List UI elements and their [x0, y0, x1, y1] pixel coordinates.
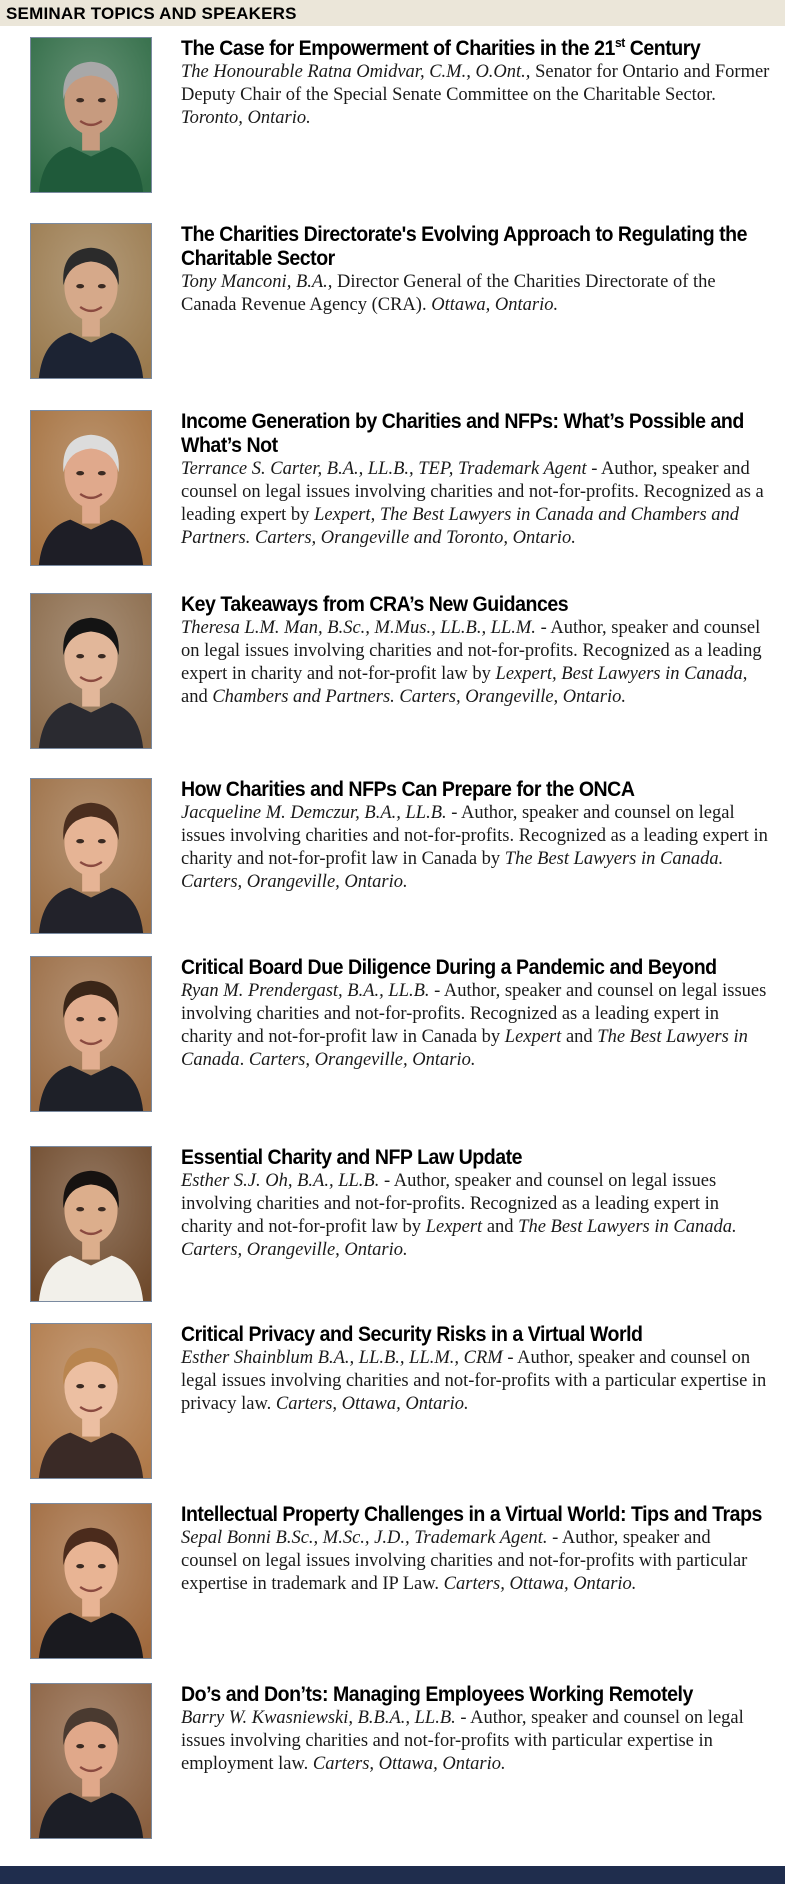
bio-text: - Author, speaker and counsel on legal issues involving charities and not-for-profits. Recognized as a leading expert in charity and not-for-profit law by: [181, 1171, 720, 1237]
bio-italic: The Best Lawyers in Canada. Carters, Orangeville, Ontario.: [181, 1217, 737, 1260]
speaker-photo: [30, 410, 152, 566]
speaker-text: [181, 223, 771, 317]
speaker-bio: [181, 271, 771, 317]
speaker-photo: [30, 778, 152, 934]
speaker-name: The Honourable Ratna Omidvar, C.M., O.Ont.,: [181, 62, 531, 82]
bio-text: - Author, speaker and counsel on legal issues involving charities and not-for-profits with a particular expertise in privacy law.: [181, 1348, 767, 1414]
bio-text: - Author, speaker and counsel on legal issues involving charities and not-for-profits. Recognized as a leading expert in charity and not-for-profit law in Canada by: [181, 803, 768, 869]
speaker-bio: [181, 1527, 771, 1596]
topic-text: Critical Privacy and Security Risks in a Virtual World: [181, 1323, 643, 1346]
section-header: [0, 0, 785, 26]
topic-text: Essential Charity and NFP Law Update: [181, 1146, 523, 1169]
seminar-topic: [181, 1146, 774, 1170]
speaker-photo: [30, 37, 152, 193]
speaker-bio: [181, 1170, 771, 1262]
speaker-name: Theresa L.M. Man, B.Sc., M.Mus., LL.B., LL.M.: [181, 618, 536, 638]
bio-italic: The Best Lawyers in Canada: [181, 1027, 748, 1070]
speaker-text: [181, 956, 771, 1072]
bio-text: - Author, speaker and counsel on legal issues involving charities and not-for-profits. Recognized as a leading expert by: [181, 459, 764, 525]
speaker-name: Esther S.J. Oh, B.A., LL.B.: [181, 1171, 380, 1191]
bio-italic: Carters, Ottawa, Ontario.: [308, 1754, 506, 1774]
bio-text: ,: [370, 505, 380, 525]
seminar-topic: [181, 1503, 774, 1527]
speaker-name: Sepal Bonni B.Sc., M.Sc., J.D., Trademark Agent.: [181, 1528, 548, 1548]
speaker-name: Ryan M. Prendergast, B.A., LL.B.: [181, 981, 430, 1001]
speaker-photo: [30, 223, 152, 379]
section-title: SEMINAR TOPICS AND SPEAKERS: [6, 4, 297, 23]
topic-text: Critical Board Due Diligence During a Pandemic and Beyond: [181, 956, 717, 979]
speaker-bio: [181, 61, 771, 130]
speaker-name: Esther Shainblum B.A., LL.B., LL.M., CRM: [181, 1348, 503, 1368]
bio-text: , and: [181, 664, 748, 707]
bio-italic: The Best Lawyers in Canada. Carters, Orangeville, Ontario.: [181, 849, 724, 892]
speaker-photo: [30, 593, 152, 749]
bio-text: - Author, speaker and counsel on legal issues involving charities and not-for-profits. Recognized as a leading expert in charity and not-for-profit law in Canada by: [181, 981, 767, 1047]
speaker-name: Terrance S. Carter, B.A., LL.B., TEP, Trademark Agent: [181, 459, 587, 479]
speaker-text: [181, 37, 771, 130]
bio-text: - Author, speaker and counsel on legal issues involving charities and not-for-profits with particular expertise in employment law.: [181, 1708, 744, 1774]
speaker-text: [181, 1683, 771, 1776]
seminar-topic: [181, 223, 774, 271]
bio-italic: Lexpert: [504, 1027, 562, 1047]
speaker-text: [181, 778, 771, 894]
topic-text: The Case for Empowerment of Charities in the 21: [181, 37, 615, 60]
bio-italic: Carters, Ottawa, Ontario.: [271, 1394, 469, 1414]
bio-italic: Carters, Orangeville, Ontario.: [248, 1050, 476, 1070]
speaker-name: Tony Manconi, B.A.,: [181, 272, 333, 292]
topic-text: The Charities Directorate's Evolving Approach to Regulating the Charitable Sector: [181, 223, 748, 270]
speaker-text: [181, 1503, 771, 1596]
speaker-location: Toronto, Ontario.: [181, 108, 311, 128]
bio-text: Senator for Ontario and Former Deputy Chair of the Special Senate Committee on the Charitable Sector.: [181, 62, 770, 105]
seminar-topic: [181, 778, 774, 802]
seminar-topic: [181, 410, 774, 458]
speaker-photo: [30, 1503, 152, 1659]
seminar-topic: [181, 1683, 774, 1707]
bio-text: .: [239, 1050, 249, 1070]
footer-bar: [0, 1866, 785, 1884]
speaker-location: Ottawa, Ontario.: [426, 295, 559, 315]
speaker-bio: [181, 617, 771, 709]
topic-text: Key Takeaways from CRA’s New Guidances: [181, 593, 569, 616]
speaker-bio: [181, 802, 771, 894]
bio-text: and: [482, 1217, 519, 1237]
speaker-name: Barry W. Kwasniewski, B.B.A., LL.B.: [181, 1708, 456, 1728]
bio-text: Director General of the Charities Directorate of the Canada Revenue Agency (CRA).: [181, 272, 716, 315]
speaker-text: [181, 1323, 771, 1416]
bio-italic: Carters, Ottawa, Ontario.: [439, 1574, 637, 1594]
speaker-photo: [30, 956, 152, 1112]
bio-text: and: [561, 1027, 598, 1047]
seminar-topic: [181, 37, 774, 61]
speaker-bio: [181, 458, 771, 550]
topic-superscript: st: [614, 35, 625, 50]
bio-italic: Lexpert, Best Lawyers in Canada: [495, 664, 743, 684]
speaker-bio: [181, 980, 771, 1072]
bio-text: - Author, speaker and counsel on legal issues involving charities and not-for-profits. Recognized as a leading expert in charity and not-for-profit law by: [181, 618, 762, 684]
topic-text: Income Generation by Charities and NFPs: What’s Possible and What’s Not: [181, 410, 744, 457]
bio-italic: Lexpert: [425, 1217, 483, 1237]
topic-text-end: Century: [624, 37, 701, 60]
speaker-photo: [30, 1146, 152, 1302]
speaker-photo: [30, 1323, 152, 1479]
topic-text: Do’s and Don’ts: Managing Employees Working Remotely: [181, 1683, 693, 1706]
seminar-topic: [181, 956, 774, 980]
bio-italic: Lexpert: [314, 505, 371, 525]
seminar-topic: [181, 1323, 774, 1347]
speaker-bio: [181, 1707, 771, 1776]
speaker-name: Jacqueline M. Demczur, B.A., LL.B.: [181, 803, 447, 823]
bio-italic: The Best Lawyers in Canada and Chambers and Partners. Carters, Orangeville and Toronto, Ontario.: [181, 505, 740, 548]
speaker-text: [181, 410, 771, 550]
speaker-bio: [181, 1347, 771, 1416]
topic-text: How Charities and NFPs Can Prepare for the ONCA: [181, 778, 635, 801]
speaker-photo: [30, 1683, 152, 1839]
speaker-text: [181, 1146, 771, 1262]
bio-italic: Chambers and Partners. Carters, Orangeville, Ontario.: [212, 687, 627, 707]
speaker-text: [181, 593, 771, 709]
bio-text: - Author, speaker and counsel on legal issues involving charities and not-for-profits with particular expertise in trademark and IP Law.: [181, 1528, 748, 1594]
topic-text: Intellectual Property Challenges in a Virtual World: Tips and Traps: [181, 1503, 762, 1526]
seminar-topic: [181, 593, 774, 617]
